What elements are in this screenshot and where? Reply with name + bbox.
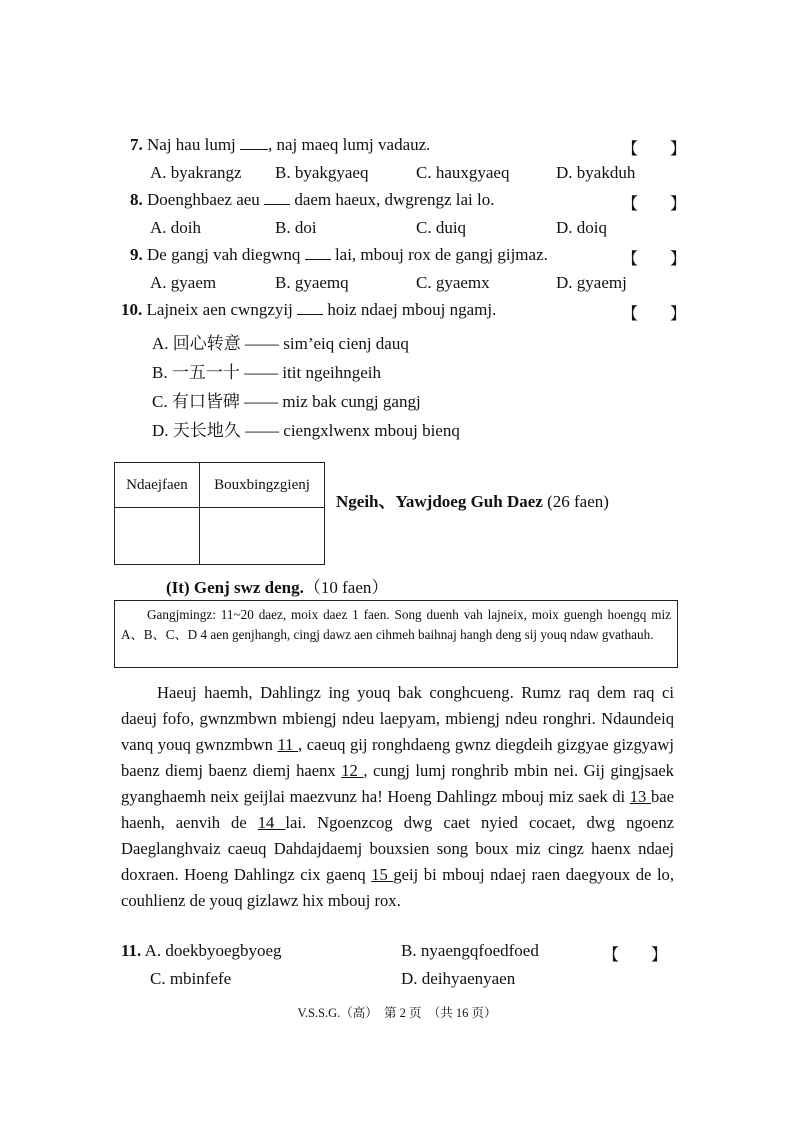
instructions-box: [114, 600, 678, 668]
question-9: [130, 245, 548, 265]
question-10: [121, 300, 496, 320]
option-c: C. mbinfefe: [150, 969, 232, 988]
grader-cell[interactable]: [200, 508, 325, 565]
option-a: A. byakrangz: [150, 163, 242, 182]
question-number: 10.: [121, 300, 143, 319]
section-title: [336, 487, 609, 512]
answer-blank[interactable]: [305, 245, 331, 260]
answer-bracket[interactable]: 【 】: [622, 139, 687, 158]
blank-15[interactable]: 15: [371, 865, 394, 884]
subsection-title-text: (It) Genj swz deng.: [166, 578, 304, 597]
option-d: D. 天长地久 —— ciengxlwenx mbouj bienq: [152, 421, 460, 440]
question-stem-end: daem haeux, dwgrengz lai lo.: [290, 190, 495, 209]
question-number: 11.: [121, 941, 142, 960]
question-11: [121, 941, 282, 961]
answer-bracket[interactable]: 【 】: [622, 304, 687, 323]
question-7: [130, 135, 430, 155]
option-a: A. gyaem: [150, 273, 217, 292]
score-cell[interactable]: [115, 508, 200, 565]
question-stem: Lajneix aen cwngzyij: [146, 300, 298, 319]
option-a: A. doih: [150, 218, 201, 237]
option-b: B. byakgyaeq: [275, 163, 369, 182]
option-c: C. duiq: [416, 218, 467, 237]
option-c: C. 有口皆碑 —— miz bak cungj gangj: [152, 392, 421, 411]
question-number: 9.: [130, 245, 143, 264]
option-a: A. 回心转意 —— sim’eiq cienj dauq: [152, 334, 409, 353]
question-8: [130, 190, 494, 210]
question-stem: Naj hau lumj: [147, 135, 241, 154]
blank-14[interactable]: 14: [257, 813, 286, 832]
answer-blank[interactable]: [240, 135, 268, 150]
question-number: 7.: [130, 135, 143, 154]
option-b: B. doi: [275, 218, 317, 237]
option-c: C. gyaemx: [416, 273, 490, 292]
question-stem: Doenghbaez aeu: [147, 190, 265, 209]
section-points: (26 faen): [542, 492, 609, 511]
option-d: D. deihyaenyaen: [401, 969, 516, 988]
blank-13[interactable]: 13: [629, 787, 651, 806]
question-stem-end: lai, mbouj rox de gangj gijmaz.: [330, 245, 548, 264]
section-title-text: Ngeih、Yawjdoeg Guh Daez: [336, 492, 543, 511]
score-table: [114, 462, 325, 565]
question-stem-end: , naj maeq lumj vadauz.: [268, 135, 431, 154]
answer-blank[interactable]: [297, 300, 323, 315]
subsection-title: [166, 573, 388, 598]
question-stem-end: hoiz ndaej mbouj ngamj.: [323, 300, 497, 319]
answer-bracket[interactable]: 【 】: [622, 249, 687, 268]
option-b: B. nyaengqfoedfoed: [401, 941, 539, 960]
blank-11[interactable]: 11: [277, 735, 299, 754]
answer-bracket[interactable]: 【 】: [622, 194, 687, 213]
option-a: A. doekbyoegbyoeg: [144, 941, 282, 960]
option-b: B. gyaemq: [275, 273, 349, 292]
blank-12[interactable]: 12: [341, 761, 364, 780]
page-footer: V.S.S.G.（高） 第 2 页 （共 16 页）: [297, 1006, 497, 1020]
instructions-text: Gangjmingz: 11~20 daez, moix daez 1 faen. Song duenh vah lajneix, moix guengh hoengq miz A、B、C、D 4 aen genjhangh, cingj dawz aen cihmeh baihnaj hangh deng sij youq ndaw gvathauh.: [121, 607, 671, 642]
answer-blank[interactable]: [264, 190, 290, 205]
option-d: D. doiq: [556, 218, 607, 237]
reading-passage: Haeuj haemh, Dahlingz ing youq bak conghcueng. Rumz raq dem raq ci daeuj fofo, gwnzmbwn mbiengj ndeu laepyam, mbiengj ndeu ronghri. Ndaundeiq vanq youq gwnzmbwn 11 , caeuq gij ronghdaeng gwnz diegdeih gizgyae gizgyawj baenz diemj baenz diemj haenx 12 , cungj lumj ronghrib mbin nei. Gij gingjsaek gyanghaemh neix geijlai maezvunz ha! Hoeng Dahlingz mbouj miz saek di 13 bae haenh, aenvih de 14 lai. Ngoenzcog dwg caet nyied cocaet, dwg ngoenz Daeglanghvaiz caeuq Dahdajdaemj bouxsien song boux miz cingz haenx ndaej doxraen. Hoeng Dahlingz cix gaenq 15 geij bi mbouj ndaej raen daegyoux de lo, couhlienz de youq gizlawz hix mbouj rox.: [121, 683, 675, 910]
option-d: D. gyaemj: [556, 273, 627, 292]
score-header: Ndaejfaen: [115, 463, 200, 508]
subsection-points: （10 faen）: [303, 578, 389, 597]
grader-header: Bouxbingzgienj: [200, 463, 325, 508]
option-d: D. byakduh: [556, 163, 636, 182]
option-b: B. 一五一十 —— itit ngeihngeih: [152, 363, 382, 382]
question-stem: De gangj vah diegwnq: [147, 245, 305, 264]
answer-bracket[interactable]: 【 】: [603, 945, 668, 964]
question-number: 8.: [130, 190, 143, 209]
option-c: C. hauxgyaeq: [416, 163, 510, 182]
